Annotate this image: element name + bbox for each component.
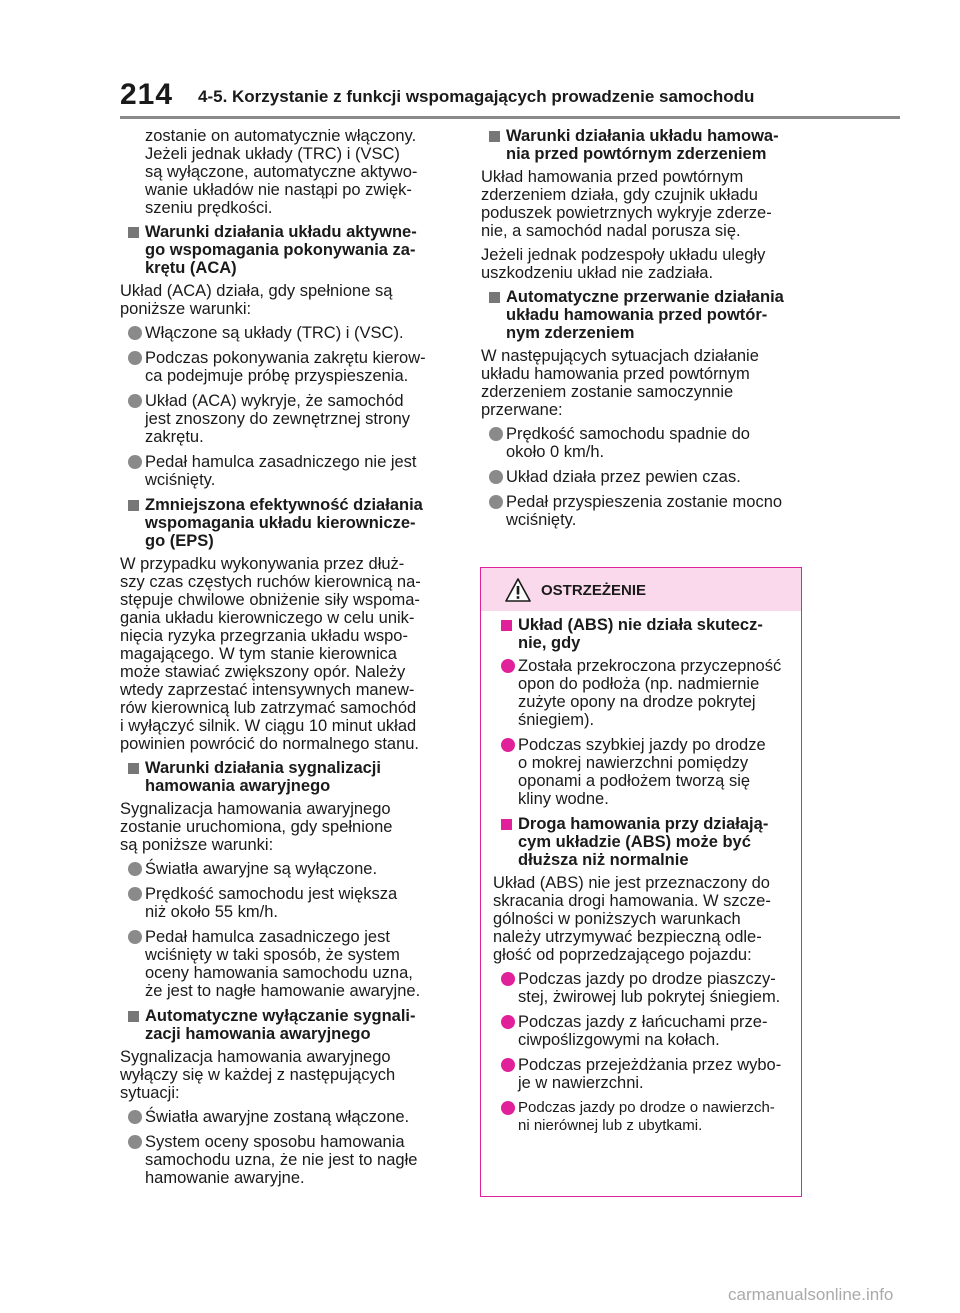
round-bullet-icon [489, 470, 503, 484]
warning-text-distance [493, 874, 793, 964]
text-line: stej, żwirowej lub pokrytej śniegiem. [518, 988, 781, 1006]
text-line: Zmniejszona efektywność działania [145, 496, 423, 514]
text-line: zakrętu. [145, 428, 204, 446]
bullet-text [506, 425, 750, 461]
text-line: zostanie on automatycznie włączony. [145, 127, 417, 145]
bullet-list-auto-off [120, 1108, 455, 1187]
text-line: około 0 km/h. [506, 443, 605, 461]
round-bullet-icon [128, 1135, 142, 1149]
text-line: głość od poprzedzającego pojazdu: [493, 946, 752, 964]
text-line: zderzeniem zostanie samoczynnie [481, 383, 734, 401]
text-line: Prędkość samochodu spadnie do [506, 425, 750, 443]
text-line: gólności w poniższych warunkach [493, 910, 741, 928]
section-text-auto-off [120, 1048, 455, 1102]
text-line: Sygnalizacja hamowania awaryjnego [120, 800, 391, 818]
section-heading-auto-off [120, 1007, 455, 1043]
text-line: Pedał hamulca zasadniczego nie jest [145, 453, 417, 471]
text-line: nym zderzeniem [506, 324, 635, 342]
square-bullet-icon [128, 500, 139, 511]
bullet-text [518, 657, 781, 729]
text-line: nie, gdy [518, 634, 581, 652]
bullet-list-aca [120, 324, 455, 489]
text-line: cym układzie (ABS) może być [518, 833, 751, 851]
text-line: szy czas częstych ruchów kierownicą na- [120, 573, 421, 591]
text-line: zacji hamowania awaryjnego [145, 1025, 371, 1043]
heading-text [145, 223, 417, 277]
section-text-signal [120, 800, 455, 854]
bullet-item [493, 970, 793, 1006]
square-bullet-icon [501, 819, 512, 830]
right-column [481, 127, 806, 536]
round-bullet-icon [489, 495, 503, 509]
bullet-item [120, 324, 455, 342]
text-line: Sygnalizacja hamowania awaryjnego [120, 1048, 391, 1066]
text-line: zderzeniem działa, gdy czujnik układu [481, 186, 758, 204]
header-divider [120, 116, 900, 119]
bullet-item [120, 928, 455, 1000]
chapter-title: 4-5. Korzystanie z funkcji wspomagających prowadzenie samochodu [198, 87, 755, 106]
text-line: Droga hamowania przy działają- [518, 815, 769, 833]
warning-body [493, 616, 793, 1142]
square-bullet-icon [128, 227, 139, 238]
heading-text [145, 1007, 416, 1043]
text-line: rów kierownicą lub zatrzymać samochód [120, 699, 417, 717]
text-line: Układ (ACA) wykryje, że samochód [145, 392, 404, 410]
bullet-item [481, 468, 806, 486]
text-line: wyłączy się w każdej z następujących [120, 1066, 396, 1084]
bullet-text [518, 1099, 775, 1134]
round-bullet-icon [501, 659, 515, 673]
round-bullet-icon [128, 887, 142, 901]
text-line: wtedy zaprzestać intensywnych manew- [120, 681, 415, 699]
text-line: Automatyczne przerwanie działania [506, 288, 784, 306]
text-line: nie, a samochód nadal porusza się. [481, 222, 741, 240]
text-line: W następujących sytuacjach działanie [481, 347, 759, 365]
warning-header [481, 568, 801, 611]
text-line: o mokrej nawierzchni pomiędzy [518, 754, 749, 772]
bullet-item [120, 885, 455, 921]
text-line: powinien powrócić do normalnego stanu. [120, 735, 420, 753]
bullet-text [145, 885, 397, 921]
bullet-item [493, 736, 793, 808]
intro-paragraph [120, 127, 455, 217]
text-line: śniegiem). [518, 711, 595, 729]
text-line: ciwpoślizgowymi na kołach. [518, 1031, 720, 1049]
bullet-text [518, 970, 780, 1006]
warning-heading-distance [493, 815, 793, 869]
bullet-item [481, 493, 806, 529]
square-bullet-icon [489, 292, 500, 303]
page-number: 214 [120, 78, 174, 111]
text-line: szeniu prędkości. [145, 199, 273, 217]
bullet-item [120, 860, 455, 878]
text-line: Układ (ABS) nie jest przeznaczony do [493, 874, 770, 892]
heading-text [518, 616, 763, 652]
section-text-auto-stop [481, 347, 806, 419]
bullet-text [145, 1108, 409, 1126]
text-line: wciśnięty. [145, 471, 216, 489]
round-bullet-icon [501, 738, 515, 752]
text-line: należy utrzymywać bezpieczną odle- [493, 928, 762, 946]
text-line: zostanie uruchomiona, gdy spełnione [120, 818, 393, 836]
page-header [120, 78, 900, 118]
bullet-list-signal [120, 860, 455, 1000]
warning-title: OSTRZEŻENIE [541, 582, 647, 599]
text-line: System oceny sposobu hamowania [145, 1133, 405, 1151]
heading-text [506, 288, 784, 342]
text-line: gania układu kierowniczego w celu unik- [120, 609, 415, 627]
text-line: stępuje chwilowe obniżenie siły wspoma- [120, 591, 420, 609]
bullet-item [493, 1013, 793, 1049]
heading-text [145, 496, 423, 550]
text-line: W przypadku wykonywania przez dłuż- [120, 555, 405, 573]
round-bullet-icon [128, 455, 142, 469]
text-line: może stawiać zwiększony opór. Należy [120, 663, 406, 681]
bullet-text [145, 1133, 417, 1187]
bullet-text [145, 349, 426, 385]
text-line: są wyłączone, automatyczne aktywo- [145, 163, 418, 181]
warning-box [480, 567, 802, 1197]
heading-text [518, 815, 768, 869]
section-heading-signal [120, 759, 455, 795]
round-bullet-icon [128, 351, 142, 365]
bullet-list-abs [493, 657, 793, 808]
bullet-item [120, 392, 455, 446]
text-line: Podczas szybkiej jazdy po drodze [518, 736, 766, 754]
text-line: Podczas przejeżdżania przez wybo- [518, 1056, 782, 1074]
text-line: Włączone są układy (TRC) i (VSC). [145, 324, 404, 342]
text-line: Pedał hamulca zasadniczego jest [145, 928, 390, 946]
bullet-text [518, 1056, 781, 1092]
round-bullet-icon [501, 972, 515, 986]
bullet-item [493, 1056, 793, 1092]
square-bullet-icon [128, 1011, 139, 1022]
text-line: dłuższa niż normalnie [518, 851, 689, 869]
text-line: wspomagania układu kierownicze- [145, 514, 416, 532]
round-bullet-icon [128, 930, 142, 944]
bullet-item [120, 1133, 455, 1187]
text-line: Układ (ABS) nie działa skutecz- [518, 616, 763, 634]
text-line: sytuacji: [120, 1084, 180, 1102]
text-line: hamowania awaryjnego [145, 777, 331, 795]
bullet-text [518, 1013, 767, 1049]
text-line: hamowanie awaryjne. [145, 1169, 305, 1187]
text-line: Warunki działania układu aktywne- [145, 223, 417, 241]
text-line: Warunki działania sygnalizacji [145, 759, 381, 777]
text-line: niż około 55 km/h. [145, 903, 278, 921]
bullet-item [481, 425, 806, 461]
round-bullet-icon [128, 862, 142, 876]
text-line: uszkodzeniu układ nie zadziała. [481, 264, 714, 282]
section-text-aca [120, 282, 455, 318]
text-line: poniższe warunki: [120, 300, 252, 318]
text-line: krętu (ACA) [145, 259, 237, 277]
text-line: przerwane: [481, 401, 563, 419]
text-line: Podczas jazdy z łańcuchami prze- [518, 1013, 768, 1031]
text-line: Układ działa przez pewien czas. [506, 468, 741, 486]
text-line: oceny hamowania samochodu uzna, [145, 964, 413, 982]
watermark: carmanualsonline.info [728, 1285, 894, 1304]
text-line: jest znoszony do zewnętrznej strony [145, 410, 411, 428]
section-heading-aca [120, 223, 455, 277]
bullet-text [506, 493, 782, 529]
round-bullet-icon [501, 1101, 515, 1115]
bullet-text [506, 468, 741, 486]
text-line: układu hamowania przed powtórnym [481, 365, 750, 383]
bullet-item [120, 453, 455, 489]
bullet-list-distance [493, 970, 793, 1135]
warning-triangle-icon [505, 578, 531, 602]
text-line: wanie układów nie nastąpi po zwięk- [145, 181, 412, 199]
text-line: Podczas jazdy po drodze piaszczy- [518, 970, 776, 988]
heading-text [145, 759, 381, 795]
section-text-eps [120, 555, 455, 753]
text-line: Światła awaryjne zostaną włączone. [145, 1108, 410, 1126]
text-line: poduszek powietrznych wykryje zderze- [481, 204, 772, 222]
text-line: go (EPS) [145, 532, 214, 550]
square-bullet-icon [489, 131, 500, 142]
bullet-item [493, 1099, 793, 1135]
text-line: Układ hamowania przed powtórnym [481, 168, 744, 186]
warning-heading-abs [493, 616, 793, 652]
text-line: skracania drogi hamowania. W szcze- [493, 892, 771, 910]
round-bullet-icon [128, 1110, 142, 1124]
text-line: nięcia ryzyka przegrzania układu wspo- [120, 627, 408, 645]
left-column [120, 127, 455, 1194]
text-line: go wspomagania pokonywania za- [145, 241, 416, 259]
text-line: opon do podłoża (np. nadmiernie [518, 675, 760, 693]
text-line: że jest to nagłe hamowanie awaryjne. [145, 982, 421, 1000]
text-line: Układ (ACA) działa, gdy spełnione są [120, 282, 393, 300]
text-line: nia przed powtórnym zderzeniem [506, 145, 767, 163]
text-line: ca podejmuje próbę przyspieszenia. [145, 367, 409, 385]
section-heading-auto-stop [481, 288, 806, 342]
text-line: i wyłączyć silnik. W ciągu 10 minut układ [120, 717, 417, 735]
round-bullet-icon [128, 394, 142, 408]
text-line: Światła awaryjne są wyłączone. [145, 860, 378, 878]
bullet-item [120, 1108, 455, 1126]
round-bullet-icon [128, 326, 142, 340]
text-line: Prędkość samochodu jest większa [145, 885, 398, 903]
square-bullet-icon [128, 763, 139, 774]
section-text-post-collision-2 [481, 246, 806, 282]
square-bullet-icon [501, 620, 512, 631]
text-line: Warunki działania układu hamowa- [506, 127, 779, 145]
text-line: samochodu uzna, że nie jest to nagłe [145, 1151, 418, 1169]
text-line: są poniższe warunki: [120, 836, 274, 854]
text-line: Pedał przyspieszenia zostanie mocno [506, 493, 783, 511]
text-line: zużyte opony na drodze pokrytej [518, 693, 756, 711]
text-line: ni nierównej lub z ubytkami. [518, 1117, 703, 1134]
text-line: wciśnięty w taki sposób, że system [145, 946, 400, 964]
bullet-text [145, 928, 420, 1000]
round-bullet-icon [489, 427, 503, 441]
text-line: magającego. W tym stanie kierownica [120, 645, 397, 663]
text-line: je w nawierzchni. [518, 1074, 644, 1092]
text-line: Podczas jazdy po drodze o nawierzch- [518, 1099, 775, 1116]
text-line: Została przekroczona przyczepność [518, 657, 782, 675]
text-line: kliny wodne. [518, 790, 609, 808]
text-line: Jeżeli jednak układy (TRC) i (VSC) [145, 145, 400, 163]
heading-text [506, 127, 779, 163]
bullet-item [493, 657, 793, 729]
bullet-list-auto-stop [481, 425, 806, 529]
round-bullet-icon [501, 1058, 515, 1072]
bullet-text [518, 736, 766, 808]
text-line: Jeżeli jednak podzespoły układu uległy [481, 246, 766, 264]
section-text-post-collision [481, 168, 806, 240]
text-line: Automatyczne wyłączanie sygnali- [145, 1007, 416, 1025]
text-line: Podczas pokonywania zakrętu kierow- [145, 349, 426, 367]
bullet-text [145, 453, 417, 489]
bullet-text [145, 860, 377, 878]
bullet-text [145, 324, 404, 342]
bullet-text [145, 392, 410, 446]
bullet-item [120, 349, 455, 385]
text-line: układu hamowania przed powtór- [506, 306, 768, 324]
round-bullet-icon [501, 1015, 515, 1029]
text-line: oponami a podłożem tworzą się [518, 772, 751, 790]
section-heading-eps [120, 496, 455, 550]
section-heading-post-collision [481, 127, 806, 163]
text-line: wciśnięty. [506, 511, 577, 529]
